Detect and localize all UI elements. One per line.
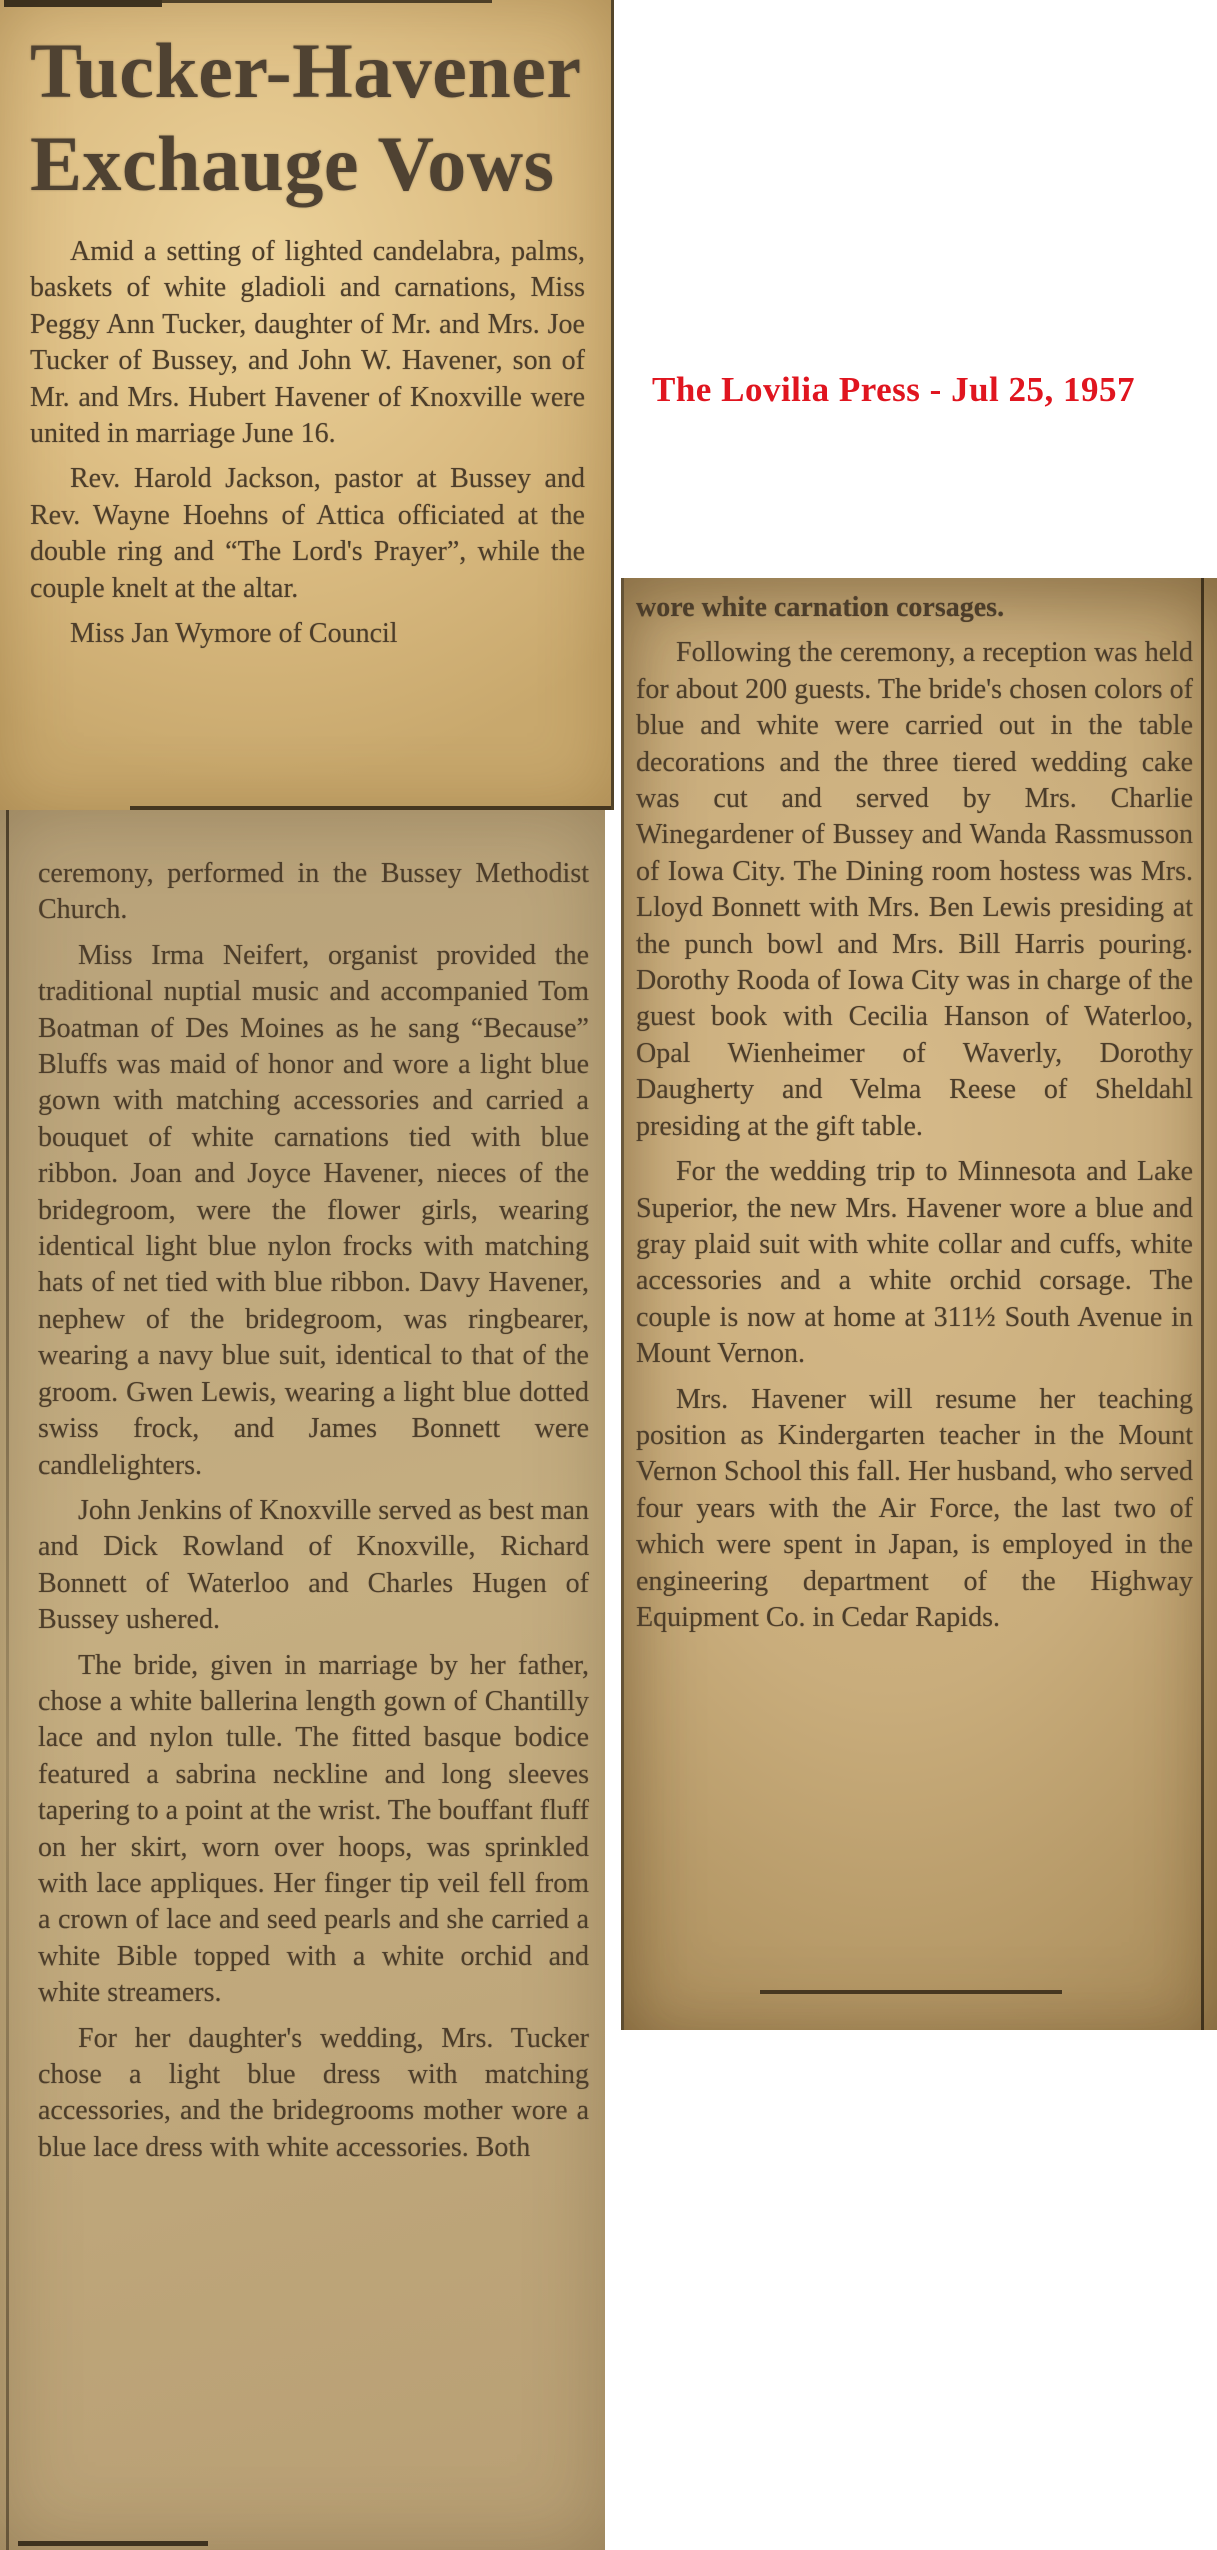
clipping-cut-edge-line (18, 2541, 208, 2546)
article-end-rule (760, 1990, 1062, 1994)
clipping-bottom-left (0, 810, 605, 2550)
article-paragraph: Miss Jan Wymore of Council (70, 618, 398, 650)
torn-edge-line (4, 0, 162, 7)
article-paragraph: For the wedding trip to Minnesota and Lake Superior, the new Mrs. Havener wore a blue and gray plaid suit with white collar and cuffs, white accessories and a white orchid corsage. The couple is now at home at 311½ South Avenue in Mount Vernon. (636, 1156, 1193, 1370)
clipping-right (621, 578, 1217, 2030)
article-body-top-left (30, 234, 585, 652)
article-paragraph: John Jenkins of Knoxville served as best man and Dick Rowland of Knoxville, Richard Bonnett of Waterloo and Charles Hugen of Bussey ushered. (38, 1494, 589, 1636)
article-body-bottom-left (38, 856, 589, 2166)
column-rule-left (6, 810, 9, 2550)
article-headline (30, 24, 585, 210)
column-rule (1201, 578, 1204, 2030)
article-paragraph: For her daughter's wedding, Mrs. Tucker chose a light blue dress with matching accessories, and the bridegrooms mother wore a blue lace dress with white accessories. Both (38, 2022, 589, 2163)
article-paragraph: Following the ceremony, a reception was held for about 200 guests. The bride's chosen colors of blue and white were carried out in the table decorations and the three tiered wedding cake was cut and served by Mrs. Charlie Winegardener of Bussey and Wanda Rassmusson of Iowa City. The Dining room hostess was Mrs. Lloyd Bonnett with Mrs. Ben Lewis presiding at the punch bowl and Mrs. Bill Harris pouring. Dorothy Rooda of Iowa City was in charge of the guest book with Cecilia Hanson of Waterloo, Opal Wienheimer of Waverly, Dorothy Daugherty and Velma Reese of Sheldahl presiding at the gift table. (636, 637, 1193, 1142)
article-paragraph: Rev. Harold Jackson, pastor at Bussey and Rev. Wayne Hoehns of Attica officiated at the double ring and “The Lord's Prayer”, while the couple knelt at the altar. (30, 463, 585, 604)
article-paragraph: Amid a setting of lighted candelabra, palms, baskets of white gladioli and carnations, Miss Peggy Ann Tucker, daughter of Mr. and Mrs. Joe Tucker of Bussey, and John W. Havener, son of Mr. and Mrs. Hubert Havener of Knoxville were united in marriage June 16. (30, 236, 585, 450)
headline-line-1: Tucker-Havener (30, 27, 582, 114)
article-paragraph: wore white carnation corsages. (636, 592, 1005, 623)
clipping-top-left (0, 0, 614, 810)
torn-edge-line (162, 0, 492, 3)
article-paragraph: ceremony, performed in the Bussey Methodist Church. (38, 858, 589, 926)
headline-line-2: Exchauge Vows (30, 120, 555, 207)
article-paragraph: Mrs. Havener will resume her teaching position as Kindergarten teacher in the Mount Vernon School this fall. Her husband, who served four years with the Air Force, the last two of which were spent in Japan, is employed in the engineering department of the Highway Equipment Co. in Cedar Rapids. (636, 1383, 1193, 1633)
article-paragraph: Miss Irma Neifert, organist provided the traditional nuptial music and accompanied Tom Boatman of Des Moines as he sang “Because” Bluffs was maid of honor and wore a light blue gown with matching accessories and carried a bouquet of white carnations tied with blue ribbon. Joan and Joyce Havener, nieces of the bridegroom, were the flower girls, wearing identical light blue nylon frocks with matching hats of net tied with blue ribbon. Davy Havener, nephew of the bridegroom, was ringbearer, wearing a navy blue suit, identical to that of the groom. Gwen Lewis, wearing a light blue dotted swiss frock, and James Bonnett were candlelighters. (38, 939, 589, 1481)
press-source-caption: The Lovilia Press - Jul 25, 1957 (652, 370, 1136, 409)
article-paragraph: The bride, given in marriage by her father, chose a white ballerina length gown of Chantilly lace and nylon tulle. The fitted basque bodice featured a sabrina neckline and long sleeves tapering to a point at the wrist. The bouffant fluff on her skirt, worn over hoops, was sprinkled with lace appliques. Her finger tip veil fell from a crown of lace and seed pearls and she carried a white Bible topped with a white orchid and white streamers. (38, 1649, 589, 2009)
article-body-right (636, 590, 1193, 1636)
